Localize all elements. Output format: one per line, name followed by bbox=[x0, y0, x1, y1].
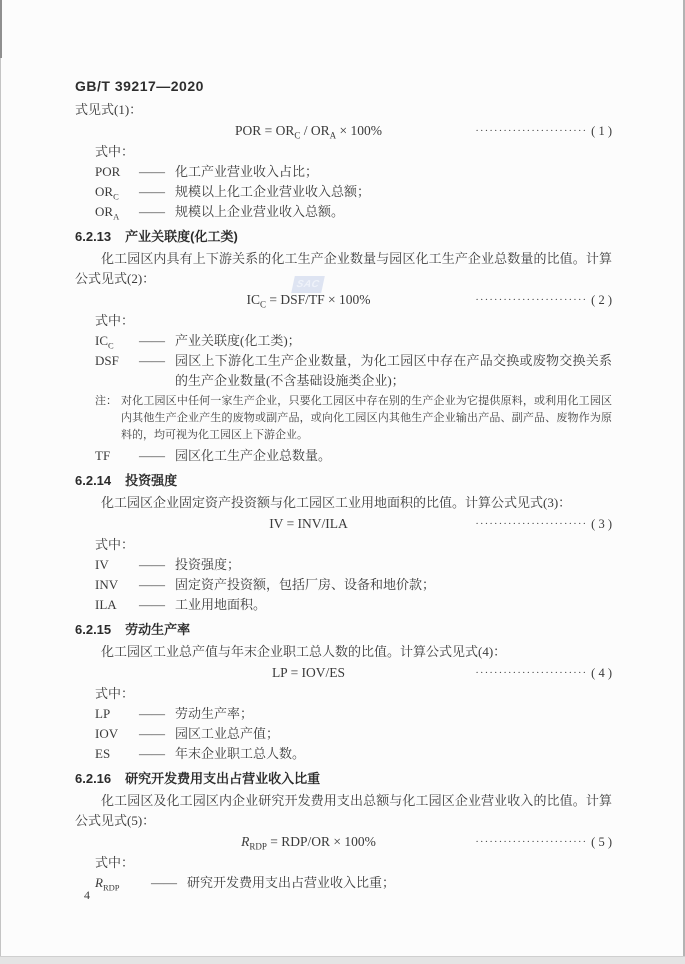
section-paragraph: 化工园区及化工园区内企业研究开发费用支出总额与化工园区企业营业收入的比值。计算公式见式(5)： bbox=[75, 793, 612, 828]
formula-4-expression: LP = IOV/ES bbox=[271, 665, 346, 680]
dotted-leader: ························ bbox=[475, 518, 588, 530]
definition-item bbox=[75, 704, 612, 724]
definition-desc: 规模以上企业营业收入总额。 bbox=[175, 204, 345, 219]
definition-item bbox=[75, 162, 612, 182]
where-label: 式中： bbox=[95, 537, 135, 552]
definition-dash: —— bbox=[139, 577, 165, 592]
definition-term: ES bbox=[95, 746, 111, 761]
carryover-line: 式见式(1)： bbox=[75, 102, 143, 117]
formula-4 bbox=[75, 662, 612, 684]
definition-term: ILA bbox=[95, 597, 117, 612]
definition-dash: —— bbox=[139, 597, 165, 612]
equation-number: ( 3 ) bbox=[591, 517, 612, 531]
scan-edge-bottom bbox=[0, 956, 685, 964]
formula-1-leader bbox=[475, 120, 612, 142]
definition-desc: 化工产业营业收入占比； bbox=[175, 164, 319, 179]
definition-term: POR bbox=[95, 164, 121, 179]
definition-desc: 工业用地面积。 bbox=[175, 597, 267, 612]
definition-dash: —— bbox=[139, 448, 165, 463]
section-paragraph: 化工园区工业总产值与年末企业职工总人数的比值。计算公式见式(4)： bbox=[101, 644, 507, 659]
definition-dash: —— bbox=[139, 164, 165, 179]
definition-dash: —— bbox=[151, 875, 177, 890]
section-paragraph: 化工园区内具有上下游关系的化工生产企业数量与园区化工生产企业总数量的比值。计算公式见式(2)： bbox=[75, 251, 612, 286]
page-number: 4 bbox=[84, 888, 90, 902]
definition-item bbox=[75, 351, 612, 391]
definition-desc: 产业关联度(化工类)； bbox=[175, 333, 301, 348]
definition-desc: 园区工业总产值； bbox=[175, 726, 280, 741]
formula-1 bbox=[75, 120, 612, 142]
definition-desc: 投资强度； bbox=[175, 557, 241, 572]
definition-term: INV bbox=[95, 577, 119, 592]
definition-dash: —— bbox=[139, 706, 165, 721]
formula-3 bbox=[75, 513, 612, 535]
note-block bbox=[75, 393, 612, 444]
where-label: 式中： bbox=[95, 686, 135, 701]
definition-dash: —— bbox=[139, 184, 165, 199]
definition-dash: —— bbox=[139, 726, 165, 741]
formula-5 bbox=[75, 831, 612, 853]
definition-item bbox=[75, 182, 612, 202]
definition-term: LP bbox=[95, 706, 111, 721]
dotted-leader: ························ bbox=[475, 667, 588, 679]
page-body bbox=[75, 100, 612, 893]
equation-number: ( 5 ) bbox=[591, 835, 612, 849]
definition-dash: —— bbox=[139, 333, 165, 348]
definition-desc: 园区上下游化工生产企业数量，为化工园区中存在产品交换或废物交换关系的生产企业数量(不含基础设施类企业)； bbox=[175, 353, 612, 388]
definition-desc: 园区化工生产企业总数量。 bbox=[175, 448, 332, 463]
formula-3-leader bbox=[475, 513, 612, 535]
definition-item bbox=[75, 724, 612, 744]
sac-watermark: SAC bbox=[291, 276, 325, 293]
section-heading-6-2-15: 6.2.15 劳动生产率 bbox=[75, 622, 191, 637]
section-paragraph: 化工园区企业固定资产投资额与化工园区工业用地面积的比值。计算公式见式(3)： bbox=[101, 495, 572, 510]
where-label: 式中： bbox=[95, 144, 135, 159]
definition-item bbox=[75, 575, 612, 595]
definition-term: $OR_C$ bbox=[95, 184, 119, 202]
definition-item bbox=[75, 202, 612, 222]
definition-dash: —— bbox=[139, 746, 165, 761]
definition-desc: 固定资产投资额，包括厂房、设备和地价款； bbox=[175, 577, 436, 592]
section-heading-6-2-16: 6.2.16 研究开发费用支出占营业收入比重 bbox=[75, 771, 321, 786]
definition-term: $OR_A$ bbox=[95, 204, 120, 222]
formula-2-leader bbox=[475, 289, 612, 311]
dotted-leader: ························ bbox=[475, 836, 588, 848]
definition-dash: —— bbox=[139, 204, 165, 219]
definition-item bbox=[75, 744, 612, 764]
scan-edge-left bbox=[0, 0, 1, 964]
definition-item bbox=[75, 446, 612, 466]
definition-term: TF bbox=[95, 448, 111, 463]
definition-item bbox=[75, 331, 612, 351]
scan-edge-left-dark bbox=[0, 0, 2, 58]
definition-item bbox=[75, 555, 612, 575]
definition-dash: —— bbox=[139, 353, 165, 368]
definition-desc: 年末企业职工总人数。 bbox=[175, 746, 306, 761]
definition-desc: 研究开发费用支出占营业收入比重； bbox=[187, 875, 396, 890]
formula-2-expression: $IC_C = DSF/TF \times 100\%$ bbox=[246, 292, 371, 310]
formula-3-expression: IV = INV/ILA bbox=[269, 516, 348, 531]
equation-number: ( 4 ) bbox=[591, 666, 612, 680]
formula-5-leader bbox=[475, 831, 612, 853]
dotted-leader: ························ bbox=[475, 125, 588, 137]
formula-2 bbox=[75, 289, 612, 311]
note-text: 对化工园区中任何一家生产企业，只要化工园区中存在别的生产企业为它提供原料，或利用化工园区内其他生产企业产生的废物或副产品，或向化工园区内其他生产企业输出产品、副产品、废物作为原料的，均可视为化工园区上下游企业。 bbox=[121, 395, 612, 441]
definition-term: DSF bbox=[95, 353, 119, 368]
definition-term: $IC_C$ bbox=[95, 333, 114, 351]
definition-term: $R_{RDP}$ bbox=[95, 875, 120, 893]
formula-5-expression: $R_{RDP} = RDP/OR \times 100\%$ bbox=[241, 834, 376, 852]
where-label: 式中： bbox=[95, 855, 135, 870]
definition-desc: 劳动生产率； bbox=[175, 706, 254, 721]
definition-dash: —— bbox=[139, 557, 165, 572]
definition-item bbox=[75, 873, 612, 893]
note-label: 注： bbox=[95, 395, 117, 407]
formula-1-expression: POR = $OR_C / OR_A \times 100\%$ bbox=[234, 123, 383, 141]
dotted-leader: ························ bbox=[475, 294, 588, 306]
section-heading-6-2-13: 6.2.13 产业关联度(化工类) bbox=[75, 229, 238, 244]
equation-number: ( 1 ) bbox=[591, 124, 612, 138]
definition-term: IOV bbox=[95, 726, 119, 741]
formula-4-leader bbox=[475, 662, 612, 684]
section-heading-6-2-14: 6.2.14 投资强度 bbox=[75, 473, 178, 488]
definition-item bbox=[75, 595, 612, 615]
where-label: 式中： bbox=[95, 313, 135, 328]
equation-number: ( 2 ) bbox=[591, 293, 612, 307]
definition-desc: 规模以上化工企业营业收入总额； bbox=[175, 184, 371, 199]
standard-number-header: GB/T 39217—2020 bbox=[75, 78, 204, 94]
definition-term: IV bbox=[95, 557, 109, 572]
